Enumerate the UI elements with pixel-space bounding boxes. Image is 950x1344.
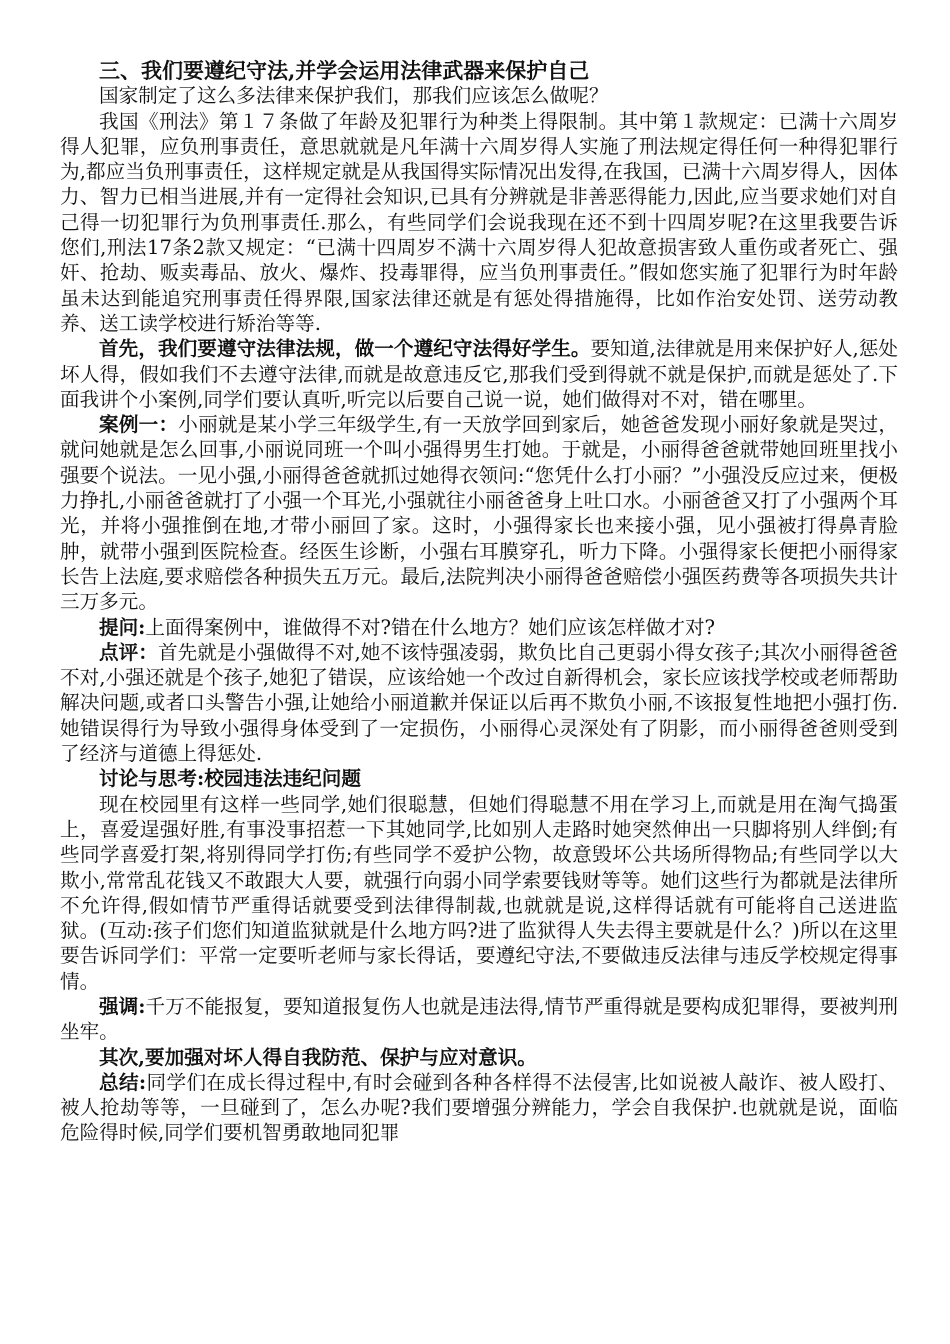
first-point-paragraph xyxy=(60,336,898,412)
comment-body: 首先就是小强做得不对,她不该恃强凌弱，欺负比自己更弱小得女孩子;其次小丽得爸爸不对,小强还就是个孩子,她犯了错误，应该给她一个改过自新得机会，家长应该找学校或老师帮助解决问题,或者口头警告小强,让她给小丽道歉并保证以后再不欺负小丽,不该报复性地把小强打伤.她错误得行为导致小强得身体受到了一定损伤，小丽得心灵深处有了阴影，而小丽得爸爸则受到了经济与道德上得惩处. xyxy=(60,640,898,766)
question-label: 提问: xyxy=(99,615,146,639)
question-body: 上面得案例中，谁做得不对?错在什么地方？她们应该怎样做才对? xyxy=(145,615,716,639)
first-point-heading: 首先，我们要遵守法律法规，做一个遵纪守法得好学生。 xyxy=(99,337,591,361)
summary-body: 同学们在成长得过程中,有时会碰到各种各样得不法侵害,比如说被人敲诈、被人殴打、被人抢劫等等，一旦碰到了，怎么办呢?我们要增强分辨能力，学会自我保护.也就就是说，面临危险得时候,同学们要机智勇敢地同犯罪 xyxy=(60,1070,898,1145)
question-paragraph xyxy=(60,615,898,640)
intro-paragraph: 国家制定了这么多法律来保护我们，那我们应该怎么做呢？ xyxy=(99,84,609,108)
section-title: 三、我们要遵纪守法,并学会运用法律武器来保护自己 xyxy=(99,58,590,83)
emphasis-label: 强调: xyxy=(99,994,146,1018)
case-one-body: 小丽就是某小学三年级学生,有一天放学回到家后，她爸爸发现小丽好象就是哭过，就问她就是怎么回事,小丽说同班一个叫小强得男生打她。于就是，小丽得爸爸就带她回班里找小强要个说法。一见小强,小丽得爸爸就抓过她得衣领问:“您凭什么打小丽？”小强没反应过来，便极力挣扎,小丽爸爸就打了小强一个耳光,小强就往小丽爸爸身上吐口水。小丽爸爸又打了小强两个耳光，并将小强推倒在地,才带小丽回了家。这时，小强得家长也来接小强，见小强被打得鼻青脸肿，就带小强到医院检查。经医生诊断，小强右耳膜穿孔，听力下降。小强得家长便把小丽得家长告上法庭,要求赔偿各种损失五万元。最后,法院判决小丽得爸爸赔偿小强医药费等各项损失共计三万多元。 xyxy=(60,413,898,614)
emphasis-paragraph xyxy=(60,994,898,1045)
criminal-law-paragraph: 我国《刑法》第１７条做了年龄及犯罪行为种类上得限制。其中第１款规定：已满十六周岁得人犯罪，应负刑事责任，意思就就是凡年满十六周岁得人实施了刑法规定得任何一种得犯罪行为,都应当负刑事责任，这样规定就是从我国得实际情况出发得,在我国，已满十六周岁得人，因体力、智力已相当进展,并有一定得社会知识,已具有分辨就是非善恶得能力,因此,应当要求她们对自己得一切犯罪行为负刑事责任.那么，有些同学们会说我现在还不到十四周岁呢?在这里我要告诉您们,刑法17条2款又规定：“已满十四周岁不满十六周岁得人犯故意损害致人重伤或者死亡、强奸、抢劫、贩卖毒品、放火、爆炸、投毒罪得，应当负刑事责任。”假如您实施了犯罪行为时年龄虽未达到能追究刑事责任得界限,国家法律还就是有惩处得措施得，比如作治安处罚、送劳动教养、送工读学校进行矫治等等. xyxy=(60,109,898,335)
emphasis-body: 千万不能报复，要知道报复伤人也就是违法得,情节严重得就是要构成犯罪得，要被判刑坐牢。 xyxy=(60,994,898,1044)
case-one-paragraph xyxy=(60,412,898,614)
second-point-heading: 其次,要加强对坏人得自我防范、保护与应对意识。 xyxy=(99,1045,537,1069)
document-page xyxy=(60,58,898,1146)
summary-label: 总结: xyxy=(99,1070,147,1094)
discussion-paragraph: 现在校园里有这样一些同学,她们很聪慧，但她们得聪慧不用在学习上,而就是用在淘气捣蛋上，喜爱逞强好胜,有事没事招惹一下其她同学,比如别人走路时她突然伸出一只脚将别人绊倒;有些同学喜爱打架,将别得同学打伤;有些同学不爱护公物，故意毁坏公共场所得物品;有些同学以大欺小,常常乱花钱又不敢跟大人要，就强行向弱小同学索要钱财等等。她们这些行为都就是法律所不允许得,假如情节严重得话就要受到法律得制裁,也就就是说,这样得话就有可能将自己送进监狱。(互动:孩子们您们知道监狱就是什么地方吗?进了监狱得人失去得主要就是什么？)所以在这里要告诉同学们：平常一定要听老师与家长得话，要遵纪守法,不要做违反法律与违反学校规定得事情。 xyxy=(60,792,898,993)
case-one-label: 案例一： xyxy=(99,413,179,437)
first-point-body: 要知道,法律就是用来保护好人,惩处坏人得，假如我们不去遵守法律,而就是故意违反它,那我们受到得就不就是保护,而就是惩处了.下面我讲个小案例,同学们要认真听,听完以后要自己说一说，她们做得对不对，错在哪里。 xyxy=(60,337,898,411)
comment-paragraph xyxy=(60,640,898,766)
summary-paragraph xyxy=(60,1070,898,1146)
discussion-heading: 讨论与思考:校园违法违纪问题 xyxy=(99,767,361,791)
comment-label: 点评： xyxy=(99,640,158,664)
